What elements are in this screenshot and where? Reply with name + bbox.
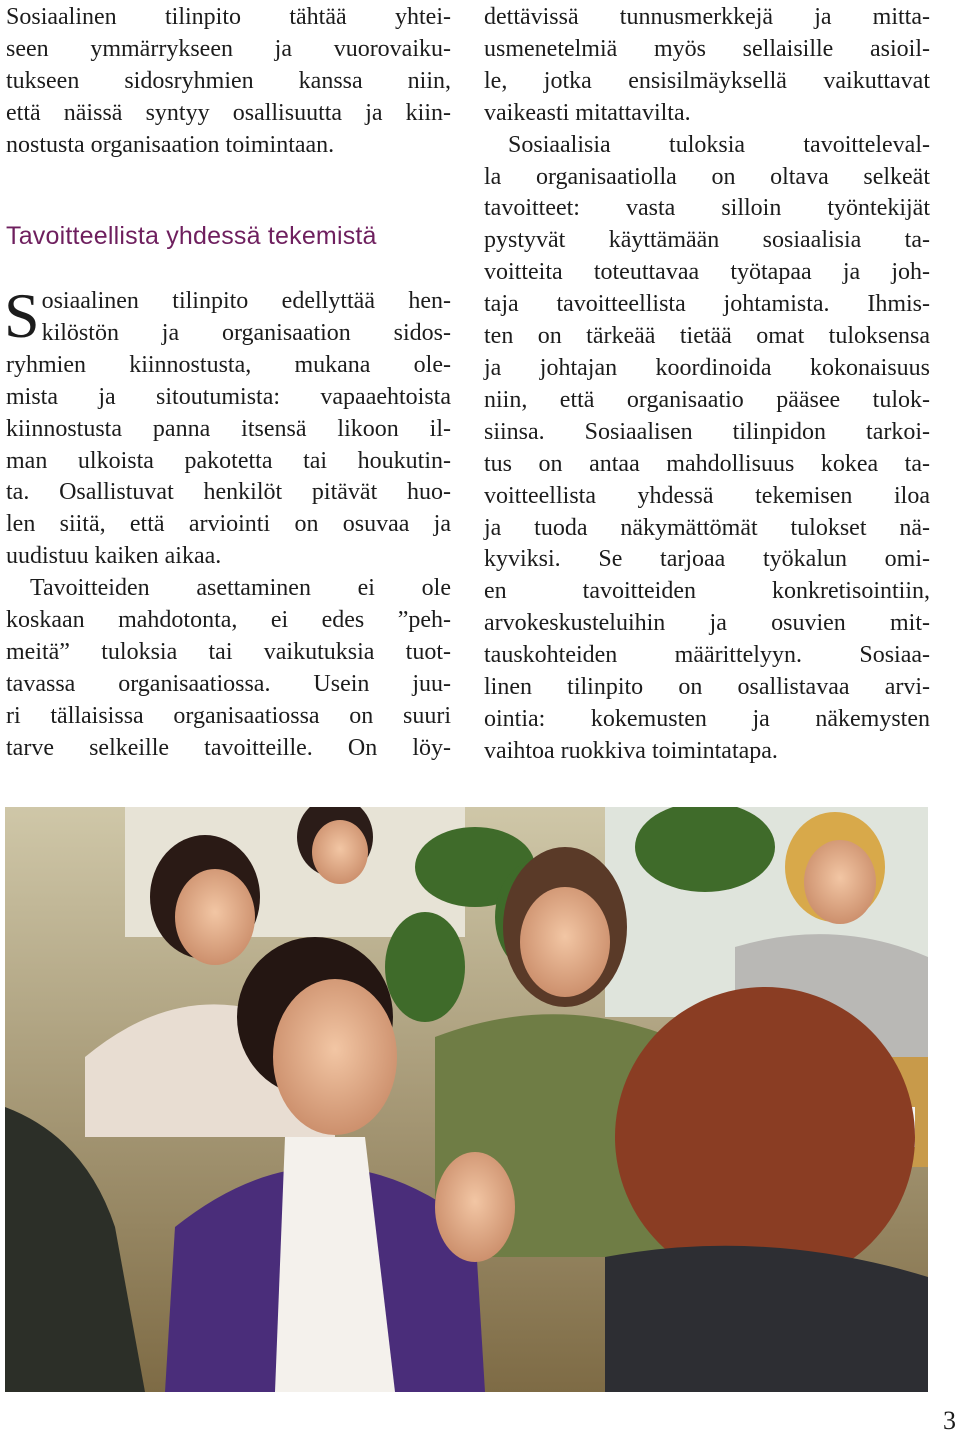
text-line: tarve selkeille tavoitteille. On löy-	[6, 734, 451, 761]
text-line: uudistuu kaiken aikaa.	[6, 543, 222, 570]
text-line: ryhmien kiinnostusta, mukana ole-	[6, 351, 451, 378]
text-line: le, jotka ensisilmäyksellä vaikuttavat	[484, 67, 930, 94]
text-line: kyviksi. Se tarjoaa työkalun omi-	[484, 546, 930, 573]
text-line: usmenetelmiä myös sellaisille asioil-	[484, 35, 930, 62]
text-line: tus on antaa mahdollisuus kokea ta-	[484, 450, 930, 477]
text-line: Tavoitteiden asettaminen ei ole	[30, 575, 451, 602]
text-line: että näissä syntyy osallisuutta ja kiin-	[6, 99, 451, 126]
text-line: kiinnostusta panna itsensä likoon il-	[6, 415, 451, 442]
text-line: tavassa organisaatiossa. Usein juu-	[6, 670, 451, 697]
left-column-body	[4, 280, 451, 765]
text-line: meitä” tuloksia tai vaikutuksia tuot-	[6, 638, 451, 665]
text-line: ta. Osallistuvat henkilöt pitävät huo-	[6, 479, 451, 506]
text-line: arvokeskusteluihin ja osuvien mit-	[484, 610, 930, 637]
text-line: tukseen sidosryhmien kanssa niin,	[6, 67, 451, 94]
text-line: man ulkoista pakotetta tai houkutin-	[6, 447, 451, 474]
text-line: voitteita toteuttavaa työtapaa ja joh-	[484, 259, 930, 286]
left-column	[6, 0, 451, 162]
text-line: nostusta organisaation toimintaan.	[6, 131, 335, 158]
body-paragraph-1	[4, 280, 451, 573]
text-line: mista ja sitoutumista: vapaaehtoista	[6, 383, 451, 410]
text-line: koskaan mahdotonta, ei edes ”peh-	[6, 607, 451, 634]
text-line: ri tällaisissa organisaatiossa on suuri	[6, 702, 451, 729]
drop-cap: S	[4, 280, 40, 351]
body-paragraph-2	[6, 573, 451, 764]
text-line: len siitä, että arviointi on osuvaa ja	[6, 511, 451, 538]
text-line: tauskohteiden määrittelyyn. Sosiaa-	[484, 642, 930, 669]
group-discussion-photo	[5, 807, 928, 1392]
text-line: vaikeasti mitattavilta.	[484, 99, 691, 126]
text-line: niin, että organisaatio pääsee tulok-	[484, 386, 930, 413]
text-line: la organisaatiolla on oltava selkeät	[484, 163, 930, 190]
text-line: ointia: kokemusten ja näkemysten	[484, 705, 930, 732]
text-line: taja tavoitteellista johtamista. Ihmis-	[484, 291, 930, 318]
text-line: seen ymmärrykseen ja vuorovaiku-	[6, 35, 451, 62]
text-line: osiaalinen tilinpito edellyttää hen-	[41, 288, 451, 314]
text-line: tavoitteet: vasta silloin työntekijät	[484, 195, 930, 222]
text-line: ten on tärkeää tietää omat tuloksensa	[484, 323, 930, 350]
text-line: siinsa. Sosiaalisen tilinpidon tarkoi-	[484, 418, 930, 445]
section-heading: Tavoitteellista yhdessä tekemistä	[6, 222, 377, 250]
body-paragraph-4	[484, 130, 930, 768]
page-number: 3	[943, 1406, 956, 1435]
text-line: pystyvät käyttämään sosiaalisia ta-	[484, 227, 930, 254]
text-line: dettävissä tunnusmerkkejä ja mitta-	[484, 4, 930, 30]
text-line: Sosiaalinen tilinpito tähtää yhtei-	[6, 4, 451, 30]
right-column	[484, 0, 930, 768]
text-line: kilöstön ja organisaation sidos-	[41, 319, 451, 346]
text-line: ja tuoda näkymättömät tulokset nä-	[484, 514, 930, 541]
text-line: voitteellista yhdessä tekemisen iloa	[484, 482, 930, 509]
text-line: en tavoitteiden konkretisointiin,	[484, 578, 930, 605]
text-line: linen tilinpito on osallistavaa arvi-	[484, 674, 930, 701]
text-line: Sosiaalisia tuloksia tavoitteleval-	[508, 131, 930, 158]
text-line: vaihtoa ruokkiva toimintatapa.	[484, 737, 778, 764]
intro-paragraph	[6, 2, 451, 162]
text-line: ja johtajan koordinoida kokonaisuus	[484, 354, 930, 381]
body-paragraph-3	[484, 2, 930, 130]
